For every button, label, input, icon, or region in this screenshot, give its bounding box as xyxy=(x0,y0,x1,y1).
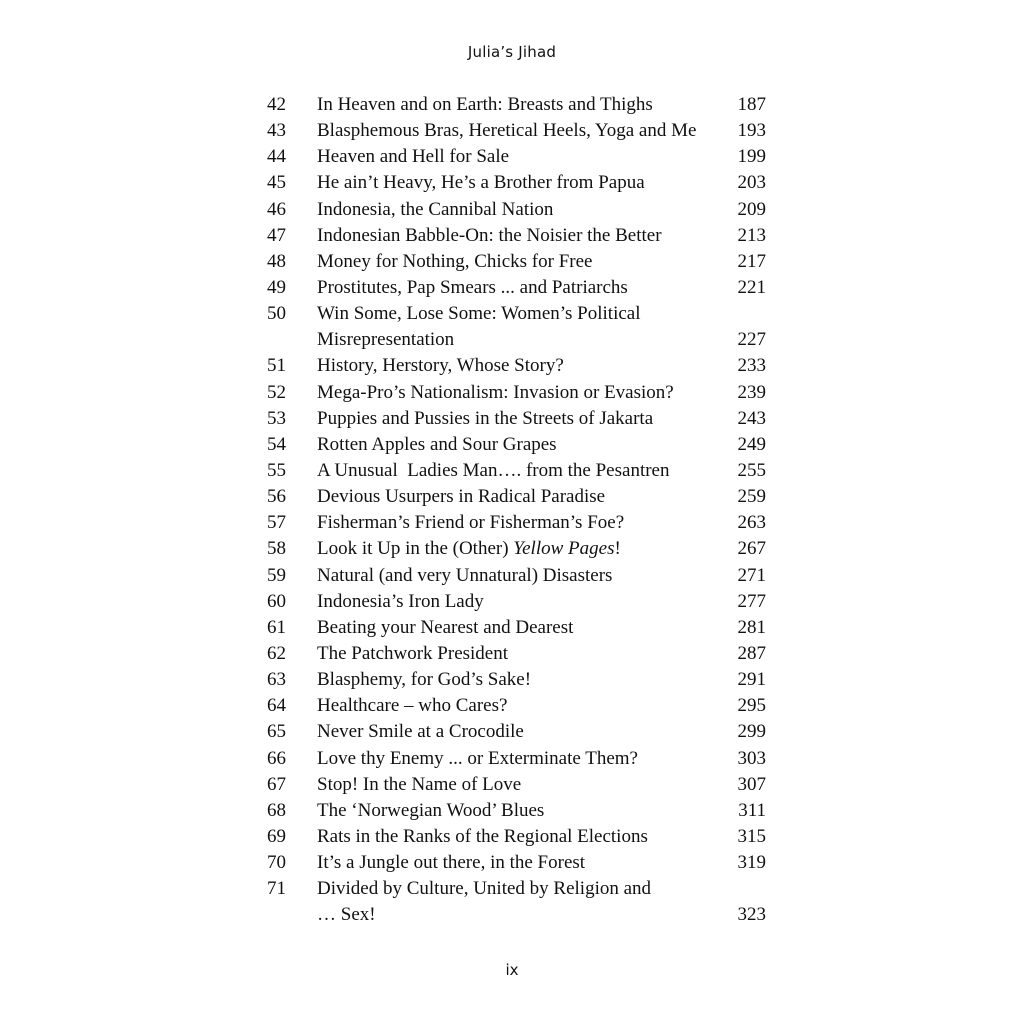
chapter-number: 45 xyxy=(267,172,286,194)
chapter-page: 319 xyxy=(737,852,766,874)
chapter-number: 58 xyxy=(267,538,286,560)
chapter-number: 55 xyxy=(267,459,286,481)
chapter-number: 63 xyxy=(267,669,286,691)
chapter-number: 46 xyxy=(267,198,286,220)
toc-entry xyxy=(262,301,772,327)
table-of-contents xyxy=(262,92,772,929)
chapter-page: 213 xyxy=(737,224,766,246)
chapter-page: 199 xyxy=(737,146,766,168)
toc-entry xyxy=(262,772,772,798)
chapter-page: 307 xyxy=(737,773,766,795)
chapter-title: Fisherman’s Friend or Fisherman’s Foe? xyxy=(317,512,625,534)
toc-entry xyxy=(262,249,772,275)
chapter-title: A Unusual Ladies Man…. from the Pesantren xyxy=(317,459,670,481)
chapter-title: Indonesian Babble-On: the Noisier the Better xyxy=(317,224,662,246)
chapter-page: 281 xyxy=(737,616,766,638)
toc-entry xyxy=(262,92,772,118)
chapter-number: 64 xyxy=(267,695,286,717)
chapter-title: Divided by Culture, United by Religion and xyxy=(317,878,652,900)
toc-entry xyxy=(262,170,772,196)
chapter-number: 50 xyxy=(267,303,286,325)
chapter-number: 44 xyxy=(267,146,286,168)
chapter-page: 299 xyxy=(737,721,766,743)
chapter-page: 221 xyxy=(737,276,766,298)
toc-entry xyxy=(262,641,772,667)
chapter-number: 71 xyxy=(267,878,286,900)
chapter-title: Win Some, Lose Some: Women’s Political xyxy=(317,303,641,325)
chapter-page: 193 xyxy=(737,120,766,142)
toc-entry xyxy=(262,380,772,406)
chapter-page: 255 xyxy=(737,459,766,481)
chapter-page: 209 xyxy=(737,198,766,220)
chapter-title: Blasphemy, for God’s Sake! xyxy=(317,669,532,691)
chapter-number: 60 xyxy=(267,590,286,612)
toc-entry xyxy=(262,223,772,249)
chapter-title: The Patchwork President xyxy=(317,642,509,664)
toc-entry xyxy=(262,693,772,719)
chapter-page: 271 xyxy=(737,564,766,586)
chapter-page: 311 xyxy=(738,799,766,821)
chapter-title: Money for Nothing, Chicks for Free xyxy=(317,250,593,272)
chapter-number: 48 xyxy=(267,250,286,272)
page-number: ix xyxy=(505,961,519,979)
chapter-title: Mega-Pro’s Nationalism: Invasion or Evasion? xyxy=(317,381,674,403)
toc-entry xyxy=(262,275,772,301)
chapter-title: Stop! In the Name of Love xyxy=(317,773,522,795)
chapter-number: 61 xyxy=(267,616,286,638)
toc-entry xyxy=(262,667,772,693)
chapter-title xyxy=(317,536,621,562)
toc-entry xyxy=(262,484,772,510)
toc-entry xyxy=(262,536,772,562)
toc-entry xyxy=(262,144,772,170)
chapter-title: It’s a Jungle out there, in the Forest xyxy=(317,852,586,874)
chapter-page: 227 xyxy=(737,329,766,351)
chapter-number: 57 xyxy=(267,512,286,534)
chapter-number: 47 xyxy=(267,224,286,246)
chapter-page: 277 xyxy=(737,590,766,612)
chapter-page: 267 xyxy=(737,538,766,560)
chapter-number: 53 xyxy=(267,407,286,429)
chapter-number: 69 xyxy=(267,825,286,847)
chapter-title: Natural (and very Unnatural) Disasters xyxy=(317,564,613,586)
chapter-number: 51 xyxy=(267,355,286,377)
chapter-title: The ‘Norwegian Wood’ Blues xyxy=(317,799,545,821)
chapter-page: 263 xyxy=(737,512,766,534)
chapter-title: … Sex! xyxy=(317,904,376,926)
chapter-page: 323 xyxy=(737,904,766,926)
toc-entry xyxy=(262,353,772,379)
chapter-number: 52 xyxy=(267,381,286,403)
toc-entry xyxy=(262,719,772,745)
chapter-page: 303 xyxy=(737,747,766,769)
chapter-title: Healthcare – who Cares? xyxy=(317,695,508,717)
toc-entry xyxy=(262,798,772,824)
chapter-number: 56 xyxy=(267,486,286,508)
chapter-number: 42 xyxy=(267,94,286,115)
running-header-title: Julia’s Jihad xyxy=(467,43,557,61)
toc-entry xyxy=(262,824,772,850)
toc-entry xyxy=(262,589,772,615)
chapter-page: 249 xyxy=(737,433,766,455)
toc-entry xyxy=(262,510,772,536)
chapter-page: 233 xyxy=(737,355,766,377)
toc-entry-continuation xyxy=(262,327,772,353)
chapter-page: 243 xyxy=(737,407,766,429)
chapter-page: 187 xyxy=(737,94,766,115)
chapter-title: Rats in the Ranks of the Regional Elections xyxy=(317,825,648,847)
chapter-title: Love thy Enemy ... or Exterminate Them? xyxy=(317,747,638,769)
toc-entry xyxy=(262,746,772,772)
chapter-number: 67 xyxy=(267,773,286,795)
chapter-title: Indonesia’s Iron Lady xyxy=(317,590,484,612)
chapter-title-suffix: ! xyxy=(614,538,621,560)
toc-entry xyxy=(262,197,772,223)
chapter-title-text: Look it Up in the (Other) xyxy=(317,538,514,560)
toc-entry xyxy=(262,406,772,432)
chapter-number: 65 xyxy=(267,721,286,743)
chapter-page: 291 xyxy=(737,669,766,691)
chapter-title: He ain’t Heavy, He’s a Brother from Papua xyxy=(317,172,645,194)
toc-entry-continuation xyxy=(262,902,772,928)
chapter-title: History, Herstory, Whose Story? xyxy=(317,355,564,377)
toc-entry xyxy=(262,458,772,484)
chapter-title: Blasphemous Bras, Heretical Heels, Yoga and Me xyxy=(317,120,697,142)
chapter-page: 287 xyxy=(737,642,766,664)
chapter-title: Rotten Apples and Sour Grapes xyxy=(317,433,557,455)
chapter-title: In Heaven and on Earth: Breasts and Thighs xyxy=(317,94,653,115)
chapter-title: Beating your Nearest and Dearest xyxy=(317,616,574,638)
chapter-title: Puppies and Pussies in the Streets of Jakarta xyxy=(317,407,654,429)
chapter-title-italic: Yellow Pages xyxy=(513,538,615,560)
chapter-number: 59 xyxy=(267,564,286,586)
chapter-number: 49 xyxy=(267,276,286,298)
chapter-title: Never Smile at a Crocodile xyxy=(317,721,524,743)
toc-entry xyxy=(262,118,772,144)
chapter-title: Devious Usurpers in Radical Paradise xyxy=(317,486,606,508)
chapter-title: Indonesia, the Cannibal Nation xyxy=(317,198,554,220)
chapter-number: 54 xyxy=(267,433,286,455)
chapter-page: 239 xyxy=(737,381,766,403)
chapter-page: 315 xyxy=(737,825,766,847)
chapter-number: 66 xyxy=(267,747,286,769)
chapter-page: 217 xyxy=(737,250,766,272)
toc-entry xyxy=(262,850,772,876)
toc-entry xyxy=(262,876,772,902)
chapter-page: 203 xyxy=(737,172,766,194)
chapter-number: 68 xyxy=(267,799,286,821)
toc-entry xyxy=(262,615,772,641)
chapter-title: Prostitutes, Pap Smears ... and Patriarchs xyxy=(317,276,628,298)
toc-entry xyxy=(262,432,772,458)
chapter-page: 259 xyxy=(737,486,766,508)
chapter-page: 295 xyxy=(737,695,766,717)
chapter-title: Misrepresentation xyxy=(317,329,455,351)
toc-entry xyxy=(262,563,772,589)
chapter-number: 43 xyxy=(267,120,286,142)
chapter-number: 62 xyxy=(267,642,286,664)
chapter-number: 70 xyxy=(267,852,286,874)
chapter-title: Heaven and Hell for Sale xyxy=(317,146,510,168)
